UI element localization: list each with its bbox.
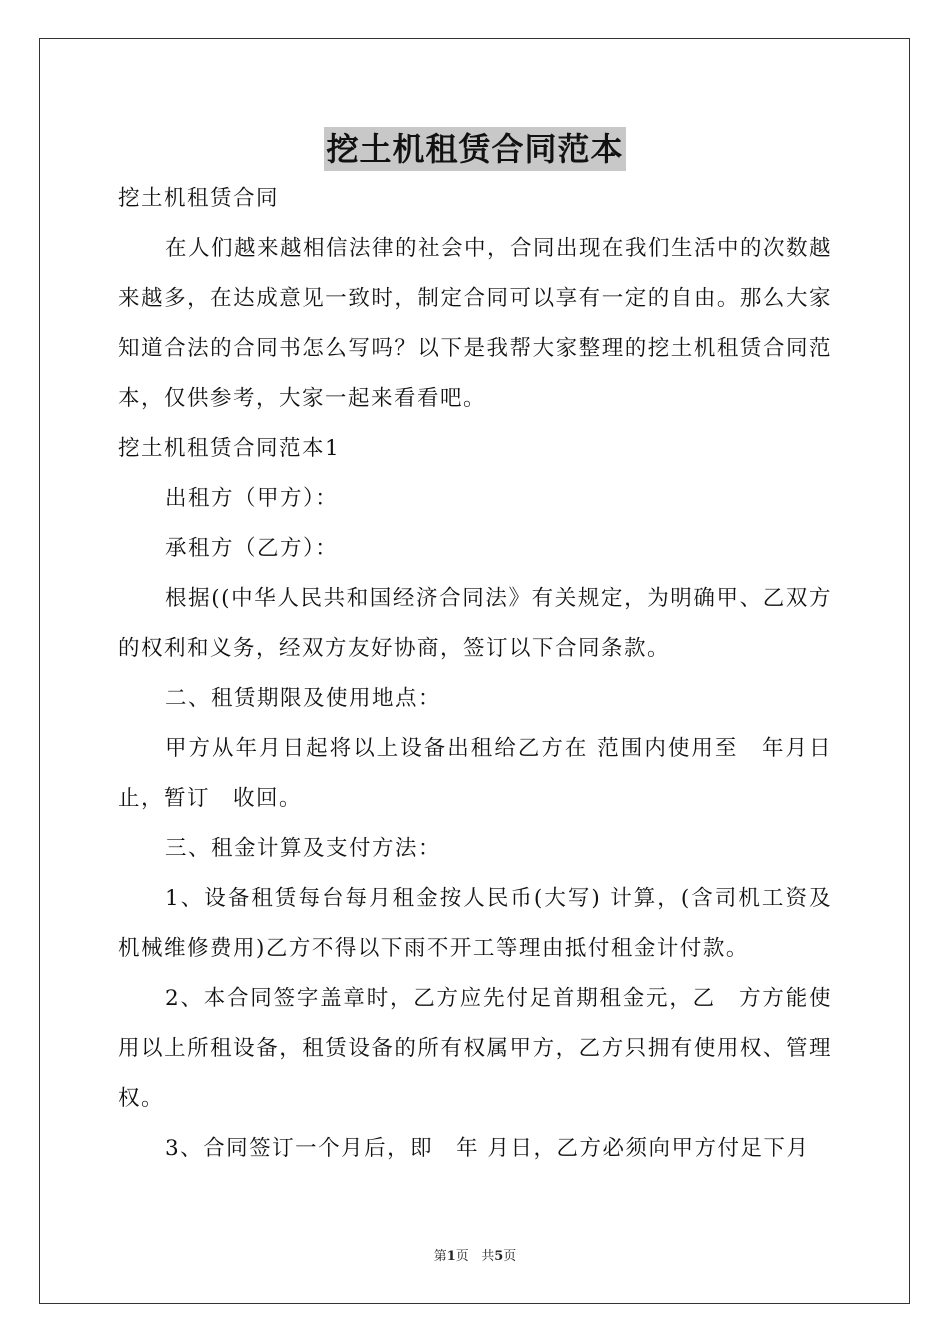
page-suffix: 页 (455, 1249, 469, 1264)
paragraph-0: 挖土机租赁合同 (118, 186, 280, 211)
paragraph-3: 出租方（甲方）： (165, 486, 339, 511)
paragraph-4: 承租方（乙方）： (165, 536, 339, 561)
page-prefix: 第 (433, 1249, 447, 1264)
title-container (0, 127, 950, 171)
paragraph-1: 在人们越来越相信法律的社会中，合同出现在我们生活中的次数越来越多，在达成意见一致时，制定合同可以享有一定的自由。那么大家知道合法的合同书怎么写吗？以下是我帮大家整理的挖土机租赁合同范本，仅供参考，大家一起来看看吧。 (118, 236, 833, 411)
total-prefix: 共 (481, 1249, 495, 1264)
paragraph-6: 二、租赁期限及使用地点： (165, 686, 442, 711)
page-current: 1 (446, 1249, 456, 1264)
document-body (118, 174, 832, 1174)
paragraph-9: 1、设备租赁每台每月租金按人民币(大写) 计算，(含司机工资及机械维修费用)乙方不得以下雨不开工等理由抵付租金计付款。 (118, 886, 832, 961)
paragraph-8: 三、租金计算及支付方法： (165, 836, 442, 861)
page-total: 5 (494, 1249, 504, 1264)
page-footer (0, 1245, 950, 1264)
paragraph-2: 挖土机租赁合同范本1 (118, 436, 341, 461)
paragraph-11: 3、合同签订一个月后，即 年 月日，乙方必须向甲方付足下月 (165, 1136, 810, 1161)
paragraph-10: 2、本合同签字盖章时，乙方应先付足首期租金元，乙 方方能使用以上所租设备，租赁设备的所有权属甲方，乙方只拥有使用权、管理权。 (118, 986, 832, 1111)
document-title: 挖土机租赁合同范本 (324, 127, 625, 171)
total-suffix: 页 (503, 1249, 517, 1264)
paragraph-5: 根据((中华人民共和国经济合同法》有关规定，为明确甲、乙双方的权利和义务，经双方友好协商，签订以下合同条款。 (118, 586, 832, 661)
paragraph-7: 甲方从年月日起将以上设备出租给乙方在 范围内使用至 年月日止，暂订 收回。 (118, 736, 832, 811)
